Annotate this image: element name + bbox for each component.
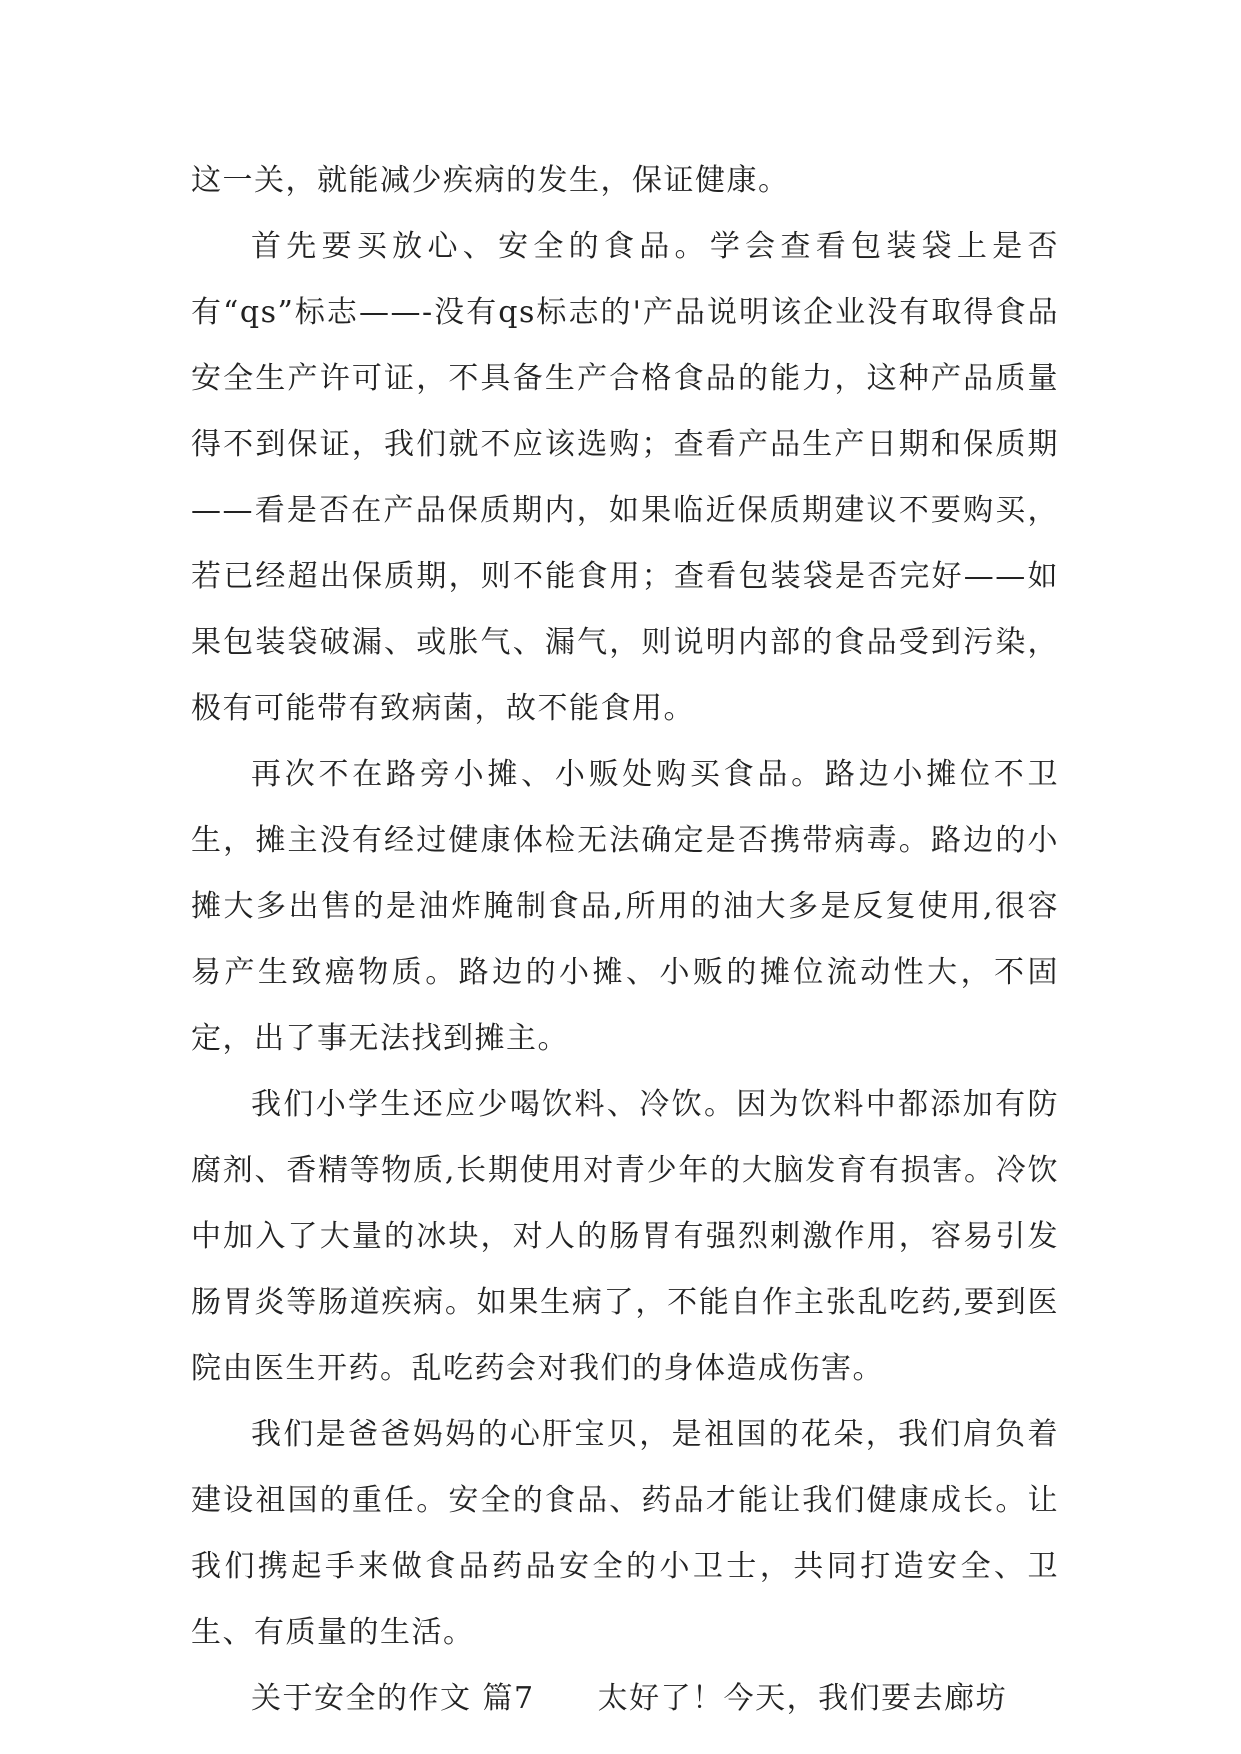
paragraph-1: 这一关，就能减少疾病的发生，保证健康。 [191, 163, 790, 198]
paragraph-5: 我们是爸爸妈妈的心肝宝贝，是祖国的花朵，我们肩负着建设祖国的重任。安全的食品、药品才能让我们健康成长。让我们携起手来做食品药品安全的小卫士，共同打造安全、卫生、有质量的生活。 [191, 1417, 1059, 1650]
paragraph-4: 我们小学生还应少喝饮料、冷饮。因为饮料中都添加有防腐剂、香精等物质,长期使用对青少年的大脑发育有损害。冷饮中加入了大量的冰块，对人的肠胃有强烈刺激作用，容易引发肠胃炎等肠道疾病。如果生病了，不能自作主张乱吃药,要到医院由医生开药。乱吃药会对我们的身体造成伤害。 [191, 1087, 1059, 1386]
paragraph-3: 再次不在路旁小摊、小贩处购买食品。路边小摊位不卫生，摊主没有经过健康体检无法确定是否携带病毒。路边的小摊大多出售的是油炸腌制食品,所用的油大多是反复使用,很容易产生致癌物质。路边的小摊、小贩的摊位流动性大，不固定，出了事无法找到摊主。 [191, 757, 1059, 1056]
document-body [191, 148, 1059, 1732]
paragraph-6: 关于安全的作文 篇7 太好了！今天，我们要去廊坊 [251, 1681, 1008, 1716]
paragraph-2: 首先要买放心、安全的食品。学会查看包装袋上是否有“qs”标志——-没有qs标志的'产品说明该企业没有取得食品安全生产许可证，不具备生产合格食品的能力，这种产品质量得不到保证，我们就不应该选购；查看产品生产日期和保质期——看是否在产品保质期内，如果临近保质期建议不要购买，若已经超出保质期，则不能食用；查看包装袋是否完好——如果包装袋破漏、或胀气、漏气，则说明内部的食品受到污染，极有可能带有致病菌，故不能食用。 [191, 229, 1059, 726]
